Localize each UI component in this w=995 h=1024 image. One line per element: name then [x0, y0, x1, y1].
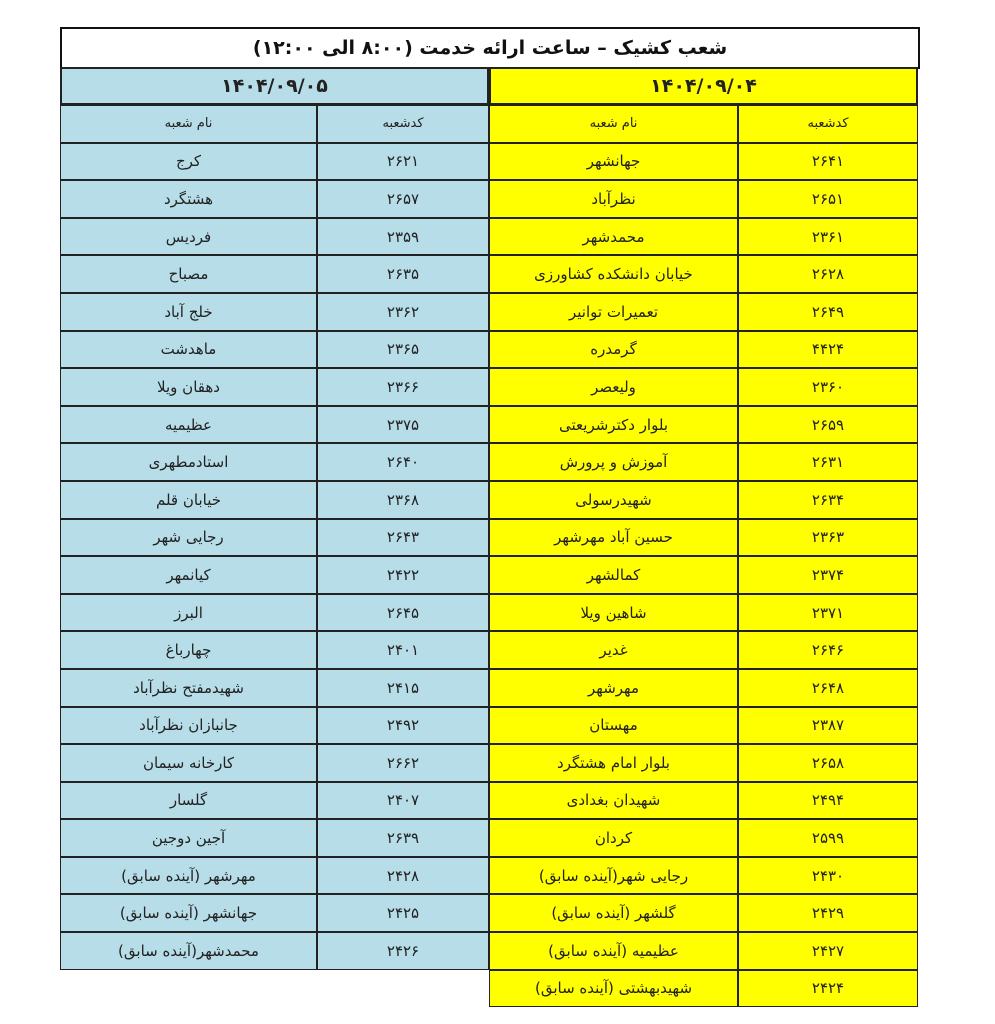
branch-name: خیابان قلم — [60, 481, 317, 519]
branch-code: ۲۴۳۰ — [738, 857, 918, 895]
branch-name: بلوار امام هشتگرد — [489, 744, 738, 782]
table-row — [489, 932, 918, 970]
day-1-date: ۱۴۰۴/۰۹/۰۴ — [489, 67, 918, 105]
table-row — [489, 368, 918, 406]
table-row — [60, 180, 489, 218]
branch-name: حسین آباد مهرشهر — [489, 519, 738, 557]
branch-name: گلشهر (آینده سابق) — [489, 894, 738, 932]
branch-code: ۲۶۵۸ — [738, 744, 918, 782]
branch-code: ۲۶۳۵ — [317, 255, 489, 293]
table-row — [60, 406, 489, 444]
branch-code: ۲۳۷۵ — [317, 406, 489, 444]
table-row — [489, 255, 918, 293]
table-row — [60, 932, 489, 970]
branch-name: مهرشهر (آینده سابق) — [60, 857, 317, 895]
table-row — [60, 744, 489, 782]
branch-code: ۲۶۵۹ — [738, 406, 918, 444]
branch-name: شهیدان بغدادی — [489, 782, 738, 820]
table-row — [60, 443, 489, 481]
branch-code: ۲۶۳۴ — [738, 481, 918, 519]
name-column-header: نام شعبه — [489, 105, 738, 143]
branch-code: ۲۳۶۶ — [317, 368, 489, 406]
branch-code: ۲۶۴۸ — [738, 669, 918, 707]
table-row — [489, 406, 918, 444]
branch-name: فردیس — [60, 218, 317, 256]
branch-code: ۲۶۵۷ — [317, 180, 489, 218]
branch-code: ۲۳۶۲ — [317, 293, 489, 331]
table-row — [60, 143, 489, 181]
branch-name: خیابان دانشکده کشاورزی — [489, 255, 738, 293]
branch-code: ۲۳۶۸ — [317, 481, 489, 519]
branch-name: نظرآباد — [489, 180, 738, 218]
code-column-header: کدشعبه — [738, 105, 918, 143]
branch-name: جانبازان نظرآباد — [60, 707, 317, 745]
table-row — [489, 744, 918, 782]
branch-code: ۲۳۶۳ — [738, 519, 918, 557]
day-2-date: ۱۴۰۴/۰۹/۰۵ — [60, 67, 489, 105]
table-row — [489, 218, 918, 256]
branch-name: عظیمیه — [60, 406, 317, 444]
table-row — [489, 519, 918, 557]
table-row — [60, 255, 489, 293]
branch-name: کارخانه سیمان — [60, 744, 317, 782]
table-row — [489, 594, 918, 632]
code-column-header: کدشعبه — [317, 105, 489, 143]
branch-code: ۲۴۹۴ — [738, 782, 918, 820]
branch-name: رجایی شهر — [60, 519, 317, 557]
branch-name: استادمطهری — [60, 443, 317, 481]
table-row — [489, 857, 918, 895]
table-row — [489, 443, 918, 481]
branch-name: جهانشهر (آینده سابق) — [60, 894, 317, 932]
branch-code: ۲۶۴۱ — [738, 143, 918, 181]
day-2-schedule — [60, 67, 489, 970]
branch-name: دهقان ویلا — [60, 368, 317, 406]
branch-code: ۲۳۷۴ — [738, 556, 918, 594]
branch-code: ۲۶۴۶ — [738, 631, 918, 669]
branch-name: ولیعصر — [489, 368, 738, 406]
table-row — [489, 970, 918, 1008]
table-row — [489, 180, 918, 218]
branch-name: غدیر — [489, 631, 738, 669]
table-row — [60, 556, 489, 594]
branch-name: رجایی شهر(آینده سابق) — [489, 857, 738, 895]
branch-name: بلوار دکترشریعتی — [489, 406, 738, 444]
table-row — [60, 481, 489, 519]
branch-name: شهیدمفتح نظرآباد — [60, 669, 317, 707]
branch-code: ۲۶۳۱ — [738, 443, 918, 481]
branch-name: کرج — [60, 143, 317, 181]
branch-name: محمدشهر(آینده سابق) — [60, 932, 317, 970]
table-row — [489, 481, 918, 519]
table-row — [489, 143, 918, 181]
branch-name: آجین دوجین — [60, 819, 317, 857]
branch-code: ۲۵۹۹ — [738, 819, 918, 857]
branch-name: کردان — [489, 819, 738, 857]
branch-code: ۲۳۶۱ — [738, 218, 918, 256]
branch-name: محمدشهر — [489, 218, 738, 256]
branch-name: چهارباغ — [60, 631, 317, 669]
table-row — [60, 857, 489, 895]
branch-code: ۲۳۵۹ — [317, 218, 489, 256]
table-row — [60, 707, 489, 745]
table-title: شعب کشیک – ساعت ارائه خدمت (۸:۰۰ الی ۱۲:۰۰) — [60, 27, 920, 69]
branch-name: هشتگرد — [60, 180, 317, 218]
branch-name: کیانمهر — [60, 556, 317, 594]
day-1-schedule — [489, 67, 918, 1007]
table-row — [60, 218, 489, 256]
branch-name: مهستان — [489, 707, 738, 745]
table-row — [489, 331, 918, 369]
table-row — [489, 707, 918, 745]
branch-name: شاهین ویلا — [489, 594, 738, 632]
branch-code: ۲۶۲۸ — [738, 255, 918, 293]
table-row — [489, 819, 918, 857]
table-row — [60, 819, 489, 857]
branch-code: ۲۶۳۹ — [317, 819, 489, 857]
branch-code: ۲۴۲۴ — [738, 970, 918, 1008]
table-row — [60, 331, 489, 369]
branch-name: البرز — [60, 594, 317, 632]
branch-code: ۲۴۲۶ — [317, 932, 489, 970]
table-row — [60, 894, 489, 932]
branch-code: ۲۴۲۹ — [738, 894, 918, 932]
branch-name: مهرشهر — [489, 669, 738, 707]
branch-name: مصباح — [60, 255, 317, 293]
branch-code: ۲۴۹۲ — [317, 707, 489, 745]
table-row — [60, 293, 489, 331]
branch-code: ۴۴۲۴ — [738, 331, 918, 369]
branch-code: ۲۳۸۷ — [738, 707, 918, 745]
branch-name: عظیمیه (آینده سابق) — [489, 932, 738, 970]
table-row — [60, 519, 489, 557]
branch-code: ۲۶۴۳ — [317, 519, 489, 557]
branch-code: ۲۶۴۹ — [738, 293, 918, 331]
branch-code: ۲۳۶۰ — [738, 368, 918, 406]
branch-code: ۲۶۶۲ — [317, 744, 489, 782]
table-row — [489, 293, 918, 331]
branch-code: ۲۴۲۸ — [317, 857, 489, 895]
branch-name: تعمیرات توانیر — [489, 293, 738, 331]
table-row — [489, 782, 918, 820]
branch-code: ۲۴۲۷ — [738, 932, 918, 970]
table-row — [489, 631, 918, 669]
branch-code: ۲۳۶۵ — [317, 331, 489, 369]
table-row — [489, 894, 918, 932]
branch-code: ۲۴۲۵ — [317, 894, 489, 932]
branch-name: ماهدشت — [60, 331, 317, 369]
branch-code: ۲۳۷۱ — [738, 594, 918, 632]
branch-code: ۲۶۴۰ — [317, 443, 489, 481]
branch-name: گرمدره — [489, 331, 738, 369]
table-row — [60, 368, 489, 406]
table-row — [60, 631, 489, 669]
day-1-header-row — [489, 105, 918, 143]
day-2-header-row — [60, 105, 489, 143]
table-row — [60, 782, 489, 820]
branch-name: خلج آباد — [60, 293, 317, 331]
name-column-header: نام شعبه — [60, 105, 317, 143]
branch-code: ۲۶۵۱ — [738, 180, 918, 218]
branch-code: ۲۴۱۵ — [317, 669, 489, 707]
table-row — [489, 556, 918, 594]
branch-code: ۲۶۲۱ — [317, 143, 489, 181]
branch-name: جهانشهر — [489, 143, 738, 181]
branch-code: ۲۴۰۱ — [317, 631, 489, 669]
branch-name: شهیدبهشتی (آینده سابق) — [489, 970, 738, 1008]
table-row — [60, 669, 489, 707]
branch-name: گلسار — [60, 782, 317, 820]
branch-name: شهیدرسولی — [489, 481, 738, 519]
branch-code: ۲۶۴۵ — [317, 594, 489, 632]
branch-code: ۲۴۰۷ — [317, 782, 489, 820]
table-row — [489, 669, 918, 707]
branch-name: کمالشهر — [489, 556, 738, 594]
branch-code: ۲۴۲۲ — [317, 556, 489, 594]
table-row — [60, 594, 489, 632]
branch-name: آموزش و پرورش — [489, 443, 738, 481]
